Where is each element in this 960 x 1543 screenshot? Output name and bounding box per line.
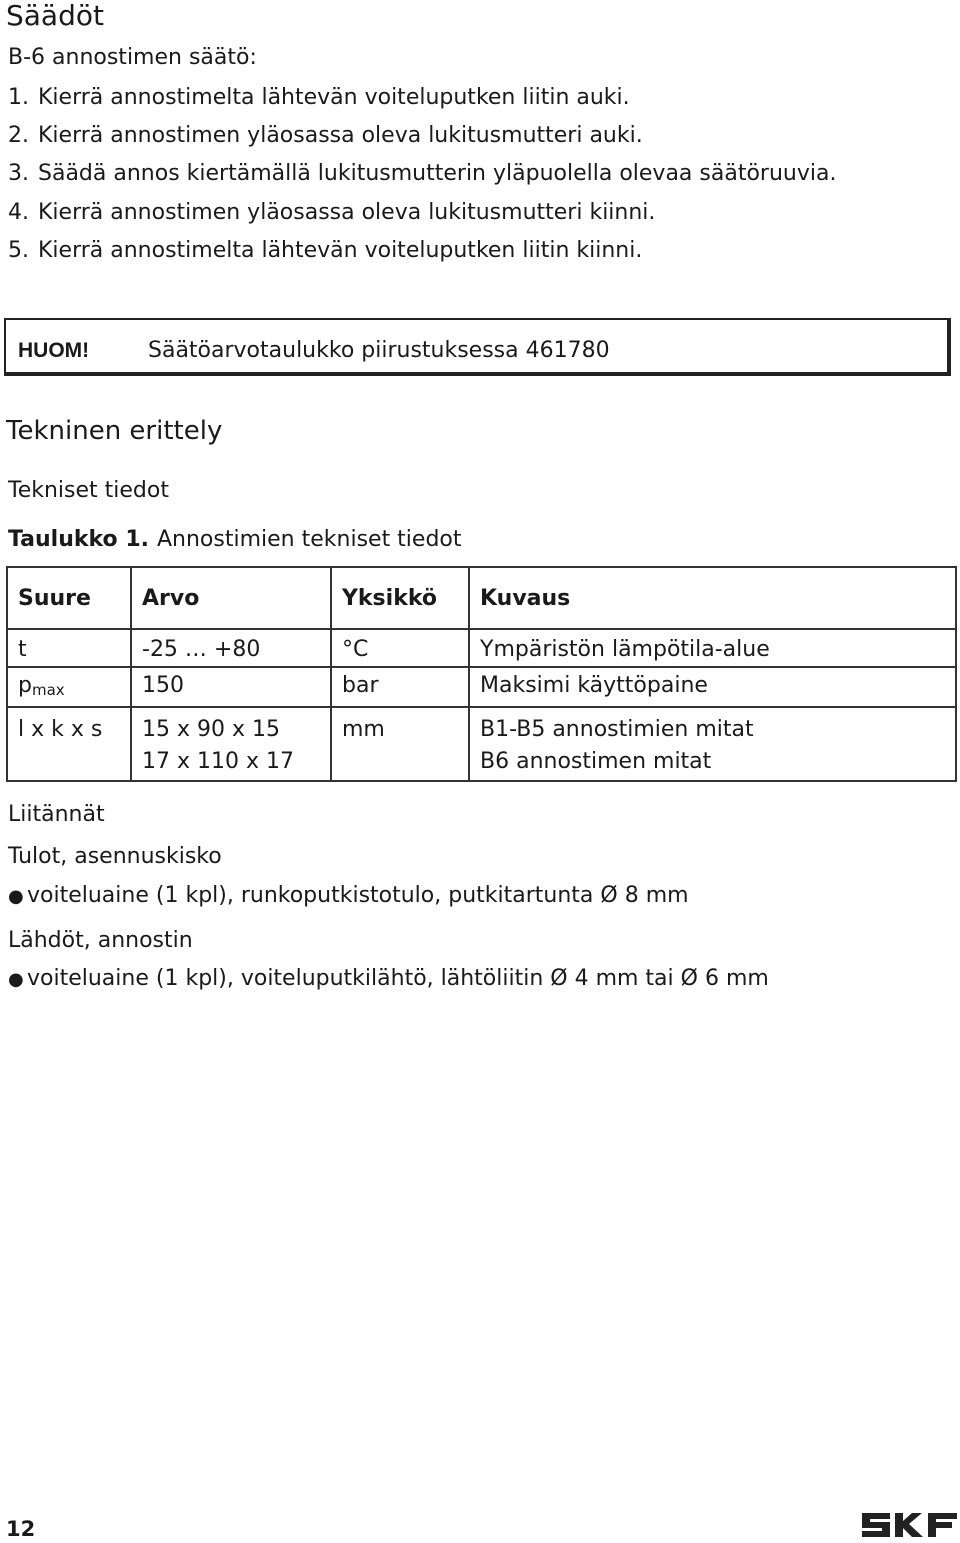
spec-table: [6, 566, 957, 782]
step-number: 2.: [8, 123, 29, 148]
step-item: [8, 237, 642, 265]
header-value: Arvo: [131, 567, 331, 629]
step-item: [8, 199, 655, 227]
cell-description: Ympäristön lämpötila-alue: [469, 629, 956, 667]
cell-value: 15 x 90 x 15 17 x 110 x 17: [131, 707, 331, 781]
cell-unit: °C: [331, 629, 469, 667]
note-text: Säätöarvotaulukko piirustuksessa 461780: [148, 338, 610, 363]
skf-logo: [862, 1513, 957, 1537]
list-item-text: voiteluaine (1 kpl), voiteluputkilähtö, lähtöliitin Ø 4 mm tai Ø 6 mm: [27, 966, 769, 991]
cell-description: B1-B5 annostimien mitat B6 annostimen mitat: [469, 707, 956, 781]
table-row: [7, 667, 956, 707]
outputs-title: Lähdöt, annostin: [8, 928, 193, 953]
step-text: Kierrä annostimelta lähtevän voiteluputken liitin kiinni.: [38, 238, 643, 263]
page-number: 12: [6, 1517, 36, 1541]
table-row: [7, 707, 956, 781]
header-unit: Yksikkö: [331, 567, 469, 629]
step-item: [8, 160, 836, 188]
step-text: Kierrä annostimen yläosassa oleva lukitusmutteri auki.: [38, 123, 643, 148]
note-label: HUOM!: [18, 339, 90, 362]
cell-unit: bar: [331, 667, 469, 707]
cell-quantity: $p_{max}$: [7, 667, 131, 707]
cell-value: -25 … +80: [131, 629, 331, 667]
inputs-title: Tulot, asennuskisko: [8, 844, 222, 869]
step-item: [8, 84, 630, 112]
section-title: Tekninen erittely: [6, 416, 223, 446]
bullet-icon: ●: [8, 886, 24, 907]
cell-value: 150: [131, 667, 331, 707]
cell-description: Maksimi käyttöpaine: [469, 667, 956, 707]
table-caption-label: Taulukko 1.: [8, 527, 149, 552]
step-item: [8, 122, 643, 150]
step-text: Kierrä annostimen yläosassa oleva lukitusmutteri kiinni.: [38, 200, 656, 225]
list-item-text: voiteluaine (1 kpl), runkoputkistotulo, putkitartunta Ø 8 mm: [27, 883, 689, 908]
cell-unit: mm: [331, 707, 469, 781]
header-description: Kuvaus: [469, 567, 956, 629]
step-number: 3.: [8, 161, 29, 186]
page-title: Säädöt: [6, 0, 104, 32]
subsection-title: Tekniset tiedot: [8, 478, 169, 503]
connections-title: Liitännät: [8, 802, 105, 827]
header-quantity: Suure: [7, 567, 131, 629]
step-text: Säädä annos kiertämällä lukitusmutterin yläpuolella olevaa säätöruuvia.: [38, 161, 837, 186]
cell-quantity: t: [7, 629, 131, 667]
step-number: 4.: [8, 200, 29, 225]
step-number: 1.: [8, 85, 29, 110]
quantity-subscript: max: [31, 681, 65, 699]
table-header-row: [7, 567, 956, 629]
list-item: [8, 965, 769, 994]
intro-text: B-6 annostimen säätö:: [8, 45, 257, 70]
step-text: Kierrä annostimelta lähtevän voiteluputken liitin auki.: [38, 85, 630, 110]
step-number: 5.: [8, 238, 29, 263]
table-row: [7, 629, 956, 667]
bullet-icon: ●: [8, 969, 24, 990]
list-item: [8, 882, 689, 911]
table-caption-text: Annostimien tekniset tiedot: [157, 527, 462, 552]
cell-quantity: l x k x s: [7, 707, 131, 781]
